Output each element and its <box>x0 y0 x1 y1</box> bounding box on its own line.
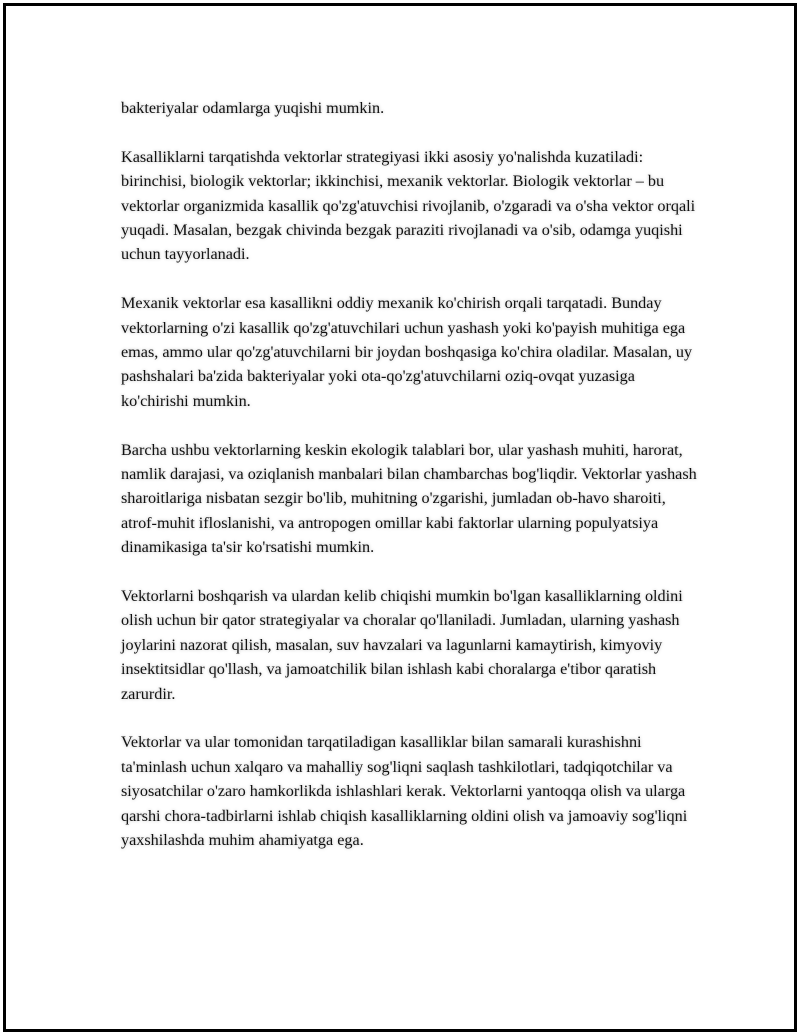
document-body <box>121 96 701 877</box>
paragraph-3: Mexanik vektorlar esa kasallikni oddiy mexanik ko'chirish orqali tarqatadi. Bunday vektorlarning o'zi kasallik qo'zg'atuvchilari uchun yashash yoki ko'payish muhitiga ega emas, ammo ular qo'zg'atuvchilarni bir joydan boshqasiga ko'chira oladilar. Masalan, uy pashshalari ba'zida bakteriyalar yoki ota-qo'zg'atuvchilarni oziq-ovqat yuzasiga ko'chirishi mumkin. <box>121 294 693 410</box>
paragraph-4: Barcha ushbu vektorlarning keskin ekologik talablari bor, ular yashash muhiti, harorat, namlik darajasi, va oziqlanish manbalari bilan chambarchas bog'liqdir. Vektorlar yashash sharoitlariga nisbatan sezgir bo'lib, muhitning o'zgarishi, jumladan ob-havo sharoiti, atrof-muhit ifloslanishi, va antropogen omillar kabi faktorlar ularning populyatsiya dinamikasiga ta'sir ko'rsatishi mumkin. <box>121 440 697 557</box>
paragraph-6: Vektorlar va ular tomonidan tarqatiladigan kasalliklar bilan samarali kurashishni ta'minlash uchun xalqaro va mahalliy sog'liqni saqlash tashkilotlari, tadqiqotchilar va siyosatchilar o'zaro hamkorlikda ishlashlari kerak. Vektorlarni yantoqqa olish va ularga qarshi chora-tadbirlarni ishlab chiqish kasalliklarning oldini olish va jamoaviy sog'liqni yaxshilashda muhim ahamiyatga ega. <box>121 733 688 850</box>
paragraph-5: Vektorlarni boshqarish va ulardan kelib chiqishi mumkin bo'lgan kasalliklarning oldini olish uchun bir qator strategiyalar va choralar qo'llaniladi. Jumladan, ularning yashash joylarini nazorat qilish, masalan, suv havzalari va lagunlarni kamaytirish, kimyoviy insektitsidlar qo'llash, va jamoatchilik bilan ishlash kabi choralarga e'tibor qaratish zarurdir. <box>121 587 683 703</box>
page-frame <box>3 3 797 1032</box>
paragraph-1: bakteriyalar odamlarga yuqishi mumkin. <box>121 99 385 117</box>
paragraph-2: Kasalliklarni tarqatishda vektorlar strategiyasi ikki asosiy yo'nalishda kuzatiladi: birinchisi, biologik vektorlar; ikkinchisi, mexanik vektorlar. Biologik vektorlar – bu vektorlar organizmida kasallik qo'zg'atuvchisi rivojlanib, o'zgaradi va o'sha vektor orqali yuqadi. Masalan, bezgak chivinda bezgak paraziti rivojlanadi va o'sib, odamga yuqishi uchun tayyorlanadi. <box>121 147 696 264</box>
